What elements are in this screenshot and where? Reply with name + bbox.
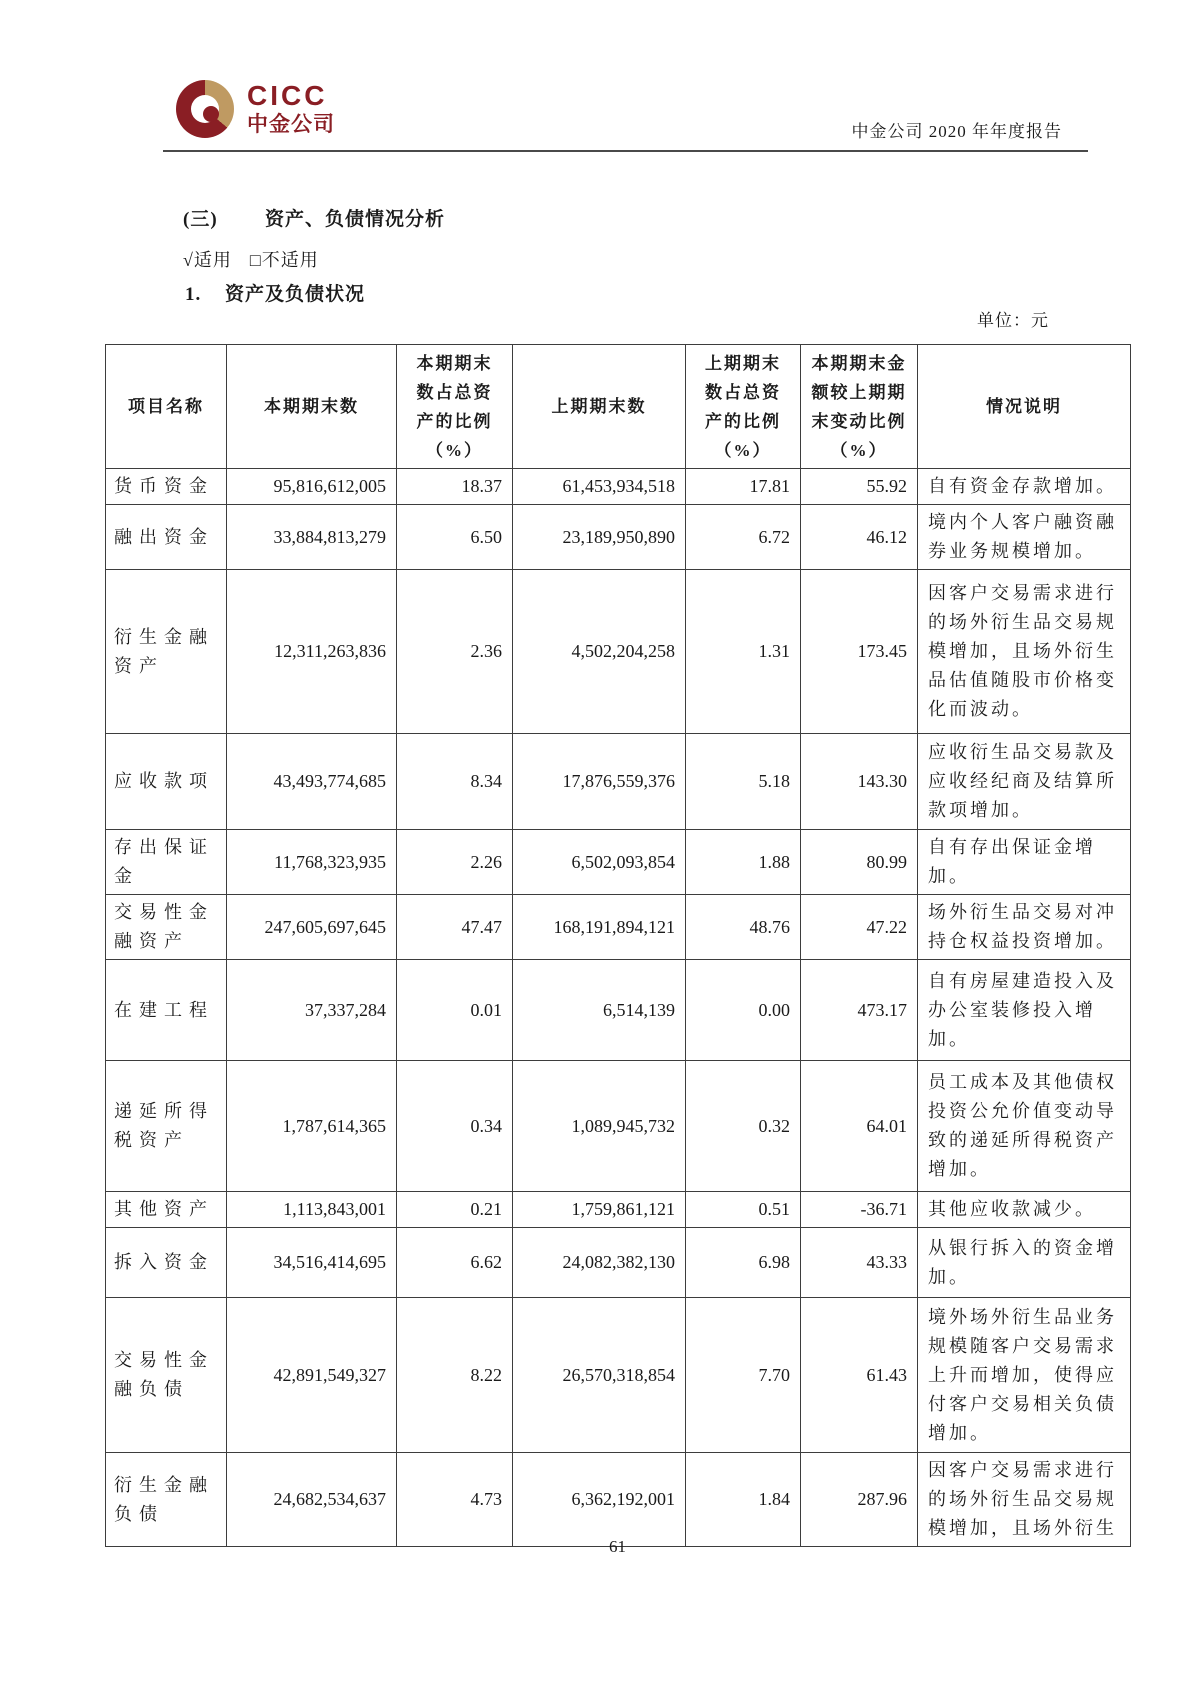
prior-ratio-cell: 7.70 — [686, 1298, 801, 1453]
current-ratio-cell: 18.37 — [397, 469, 513, 505]
header-current-amount: 本期期末数 — [227, 345, 397, 469]
current-ratio-cell: 6.62 — [397, 1228, 513, 1298]
prior-ratio-cell: 1.31 — [686, 570, 801, 734]
header-divider — [163, 150, 1088, 152]
section-title: 资产、负债情况分析 — [265, 209, 446, 230]
change-ratio-cell: -36.71 — [801, 1192, 918, 1228]
item-name-cell: 交易性金融资产 — [106, 895, 227, 960]
table-row — [106, 1453, 1131, 1547]
prior-amount-cell: 17,876,559,376 — [513, 734, 686, 830]
subsection-number: 1. — [185, 284, 202, 305]
table-body — [106, 469, 1131, 1547]
current-ratio-cell: 4.73 — [397, 1453, 513, 1547]
current-amount-cell: 37,337,284 — [227, 960, 397, 1061]
current-amount-cell: 12,311,263,836 — [227, 570, 397, 734]
change-ratio-cell: 64.01 — [801, 1061, 918, 1192]
prior-ratio-cell: 1.88 — [686, 830, 801, 895]
note-cell: 从银行拆入的资金增加。 — [918, 1228, 1131, 1298]
current-ratio-cell: 8.34 — [397, 734, 513, 830]
table-row — [106, 895, 1131, 960]
note-cell: 因客户交易需求进行的场外衍生品交易规模增加，且场外衍生 — [918, 1453, 1131, 1547]
applicable-checked-label: √适用 — [183, 250, 232, 270]
note-cell: 因客户交易需求进行的场外衍生品交易规模增加，且场外衍生品估值随股市价格变化而波动。 — [918, 570, 1131, 734]
page-number: 61 — [609, 1537, 626, 1556]
prior-amount-cell: 1,759,861,121 — [513, 1192, 686, 1228]
change-ratio-cell: 55.92 — [801, 469, 918, 505]
table-header — [106, 345, 1131, 469]
table-header-row — [106, 345, 1131, 469]
table-row — [106, 830, 1131, 895]
not-applicable-unchecked-label: □不适用 — [249, 250, 319, 270]
prior-amount-cell: 24,082,382,130 — [513, 1228, 686, 1298]
change-ratio-cell: 287.96 — [801, 1453, 918, 1547]
unit-note: 单位：元 — [977, 311, 1049, 330]
current-amount-cell: 24,682,534,637 — [227, 1453, 397, 1547]
prior-ratio-cell: 1.84 — [686, 1453, 801, 1547]
prior-ratio-cell: 5.18 — [686, 734, 801, 830]
header-item-name: 项目名称 — [106, 345, 227, 469]
item-name-cell: 拆入资金 — [106, 1228, 227, 1298]
prior-ratio-cell: 48.76 — [686, 895, 801, 960]
current-ratio-cell: 0.21 — [397, 1192, 513, 1228]
table-row — [106, 469, 1131, 505]
table-row — [106, 960, 1131, 1061]
prior-ratio-cell: 0.32 — [686, 1061, 801, 1192]
subsection-title: 资产及负债状况 — [225, 284, 366, 305]
prior-ratio-cell: 6.98 — [686, 1228, 801, 1298]
section-number: (三) — [183, 209, 218, 230]
item-name-cell: 货币资金 — [106, 469, 227, 505]
item-name-cell: 交易性金融负债 — [106, 1298, 227, 1453]
change-ratio-cell: 61.43 — [801, 1298, 918, 1453]
current-amount-cell: 33,884,813,279 — [227, 505, 397, 570]
note-cell: 其他应收款减少。 — [918, 1192, 1131, 1228]
change-ratio-cell: 473.17 — [801, 960, 918, 1061]
current-ratio-cell: 47.47 — [397, 895, 513, 960]
table-row — [106, 734, 1131, 830]
note-cell: 自有房屋建造投入及办公室装修投入增加。 — [918, 960, 1131, 1061]
header-prior-amount: 上期期末数 — [513, 345, 686, 469]
cicc-logo — [176, 80, 335, 138]
assets-liabilities-table — [105, 344, 1131, 1547]
prior-ratio-cell: 6.72 — [686, 505, 801, 570]
change-ratio-cell: 80.99 — [801, 830, 918, 895]
current-amount-cell: 95,816,612,005 — [227, 469, 397, 505]
prior-amount-cell: 6,514,139 — [513, 960, 686, 1061]
current-ratio-cell: 2.26 — [397, 830, 513, 895]
prior-amount-cell: 4,502,204,258 — [513, 570, 686, 734]
header-change-ratio: 本期期末金额较上期期末变动比例（%） — [801, 345, 918, 469]
current-amount-cell: 34,516,414,695 — [227, 1228, 397, 1298]
logo-text-zh: 中金公司 — [247, 111, 335, 136]
prior-amount-cell: 61,453,934,518 — [513, 469, 686, 505]
table-row — [106, 1298, 1131, 1453]
item-name-cell: 递延所得税资产 — [106, 1061, 227, 1192]
current-amount-cell: 1,787,614,365 — [227, 1061, 397, 1192]
header-note: 情况说明 — [918, 345, 1131, 469]
current-ratio-cell: 0.01 — [397, 960, 513, 1061]
table-row — [106, 1192, 1131, 1228]
logo-text — [247, 79, 335, 136]
table-row — [106, 1061, 1131, 1192]
report-title: 中金公司 2020 年年度报告 — [851, 122, 1062, 141]
current-ratio-cell: 6.50 — [397, 505, 513, 570]
prior-amount-cell: 168,191,894,121 — [513, 895, 686, 960]
item-name-cell: 其他资产 — [106, 1192, 227, 1228]
prior-amount-cell: 6,502,093,854 — [513, 830, 686, 895]
note-cell: 自有资金存款增加。 — [918, 469, 1131, 505]
current-amount-cell: 1,113,843,001 — [227, 1192, 397, 1228]
table-row — [106, 570, 1131, 734]
item-name-cell: 存出保证金 — [106, 830, 227, 895]
applicability-line — [183, 246, 319, 272]
note-cell: 员工成本及其他债权投资公允价值变动导致的递延所得税资产增加。 — [918, 1061, 1131, 1192]
prior-amount-cell: 23,189,950,890 — [513, 505, 686, 570]
change-ratio-cell: 46.12 — [801, 505, 918, 570]
current-amount-cell: 11,768,323,935 — [227, 830, 397, 895]
note-cell: 境外场外衍生品业务规模随客户交易需求上升而增加，使得应付客户交易相关负债增加。 — [918, 1298, 1131, 1453]
logo-text-en: CICC — [247, 79, 328, 111]
note-cell: 境内个人客户融资融券业务规模增加。 — [918, 505, 1131, 570]
current-ratio-cell: 2.36 — [397, 570, 513, 734]
header-current-ratio: 本期期末数占总资产的比例（%） — [397, 345, 513, 469]
section-heading — [183, 204, 445, 231]
change-ratio-cell: 47.22 — [801, 895, 918, 960]
table-row — [106, 1228, 1131, 1298]
current-amount-cell: 43,493,774,685 — [227, 734, 397, 830]
header-prior-ratio: 上期期末数占总资产的比例（%） — [686, 345, 801, 469]
current-ratio-cell: 8.22 — [397, 1298, 513, 1453]
note-cell: 场外衍生品交易对冲持仓权益投资增加。 — [918, 895, 1131, 960]
item-name-cell: 衍生金融负债 — [106, 1453, 227, 1547]
note-cell: 应收衍生品交易款及应收经纪商及结算所款项增加。 — [918, 734, 1131, 830]
current-amount-cell: 247,605,697,645 — [227, 895, 397, 960]
change-ratio-cell: 143.30 — [801, 734, 918, 830]
current-ratio-cell: 0.34 — [397, 1061, 513, 1192]
prior-amount-cell: 1,089,945,732 — [513, 1061, 686, 1192]
change-ratio-cell: 173.45 — [801, 570, 918, 734]
prior-ratio-cell: 0.51 — [686, 1192, 801, 1228]
subsection-heading — [185, 279, 365, 306]
item-name-cell: 应收款项 — [106, 734, 227, 830]
change-ratio-cell: 43.33 — [801, 1228, 918, 1298]
prior-ratio-cell: 0.00 — [686, 960, 801, 1061]
item-name-cell: 在建工程 — [106, 960, 227, 1061]
cicc-logo-icon — [176, 80, 234, 138]
current-amount-cell: 42,891,549,327 — [227, 1298, 397, 1453]
prior-amount-cell: 26,570,318,854 — [513, 1298, 686, 1453]
item-name-cell: 融出资金 — [106, 505, 227, 570]
table-row — [106, 505, 1131, 570]
prior-amount-cell: 6,362,192,001 — [513, 1453, 686, 1547]
note-cell: 自有存出保证金增加。 — [918, 830, 1131, 895]
item-name-cell: 衍生金融资产 — [106, 570, 227, 734]
prior-ratio-cell: 17.81 — [686, 469, 801, 505]
